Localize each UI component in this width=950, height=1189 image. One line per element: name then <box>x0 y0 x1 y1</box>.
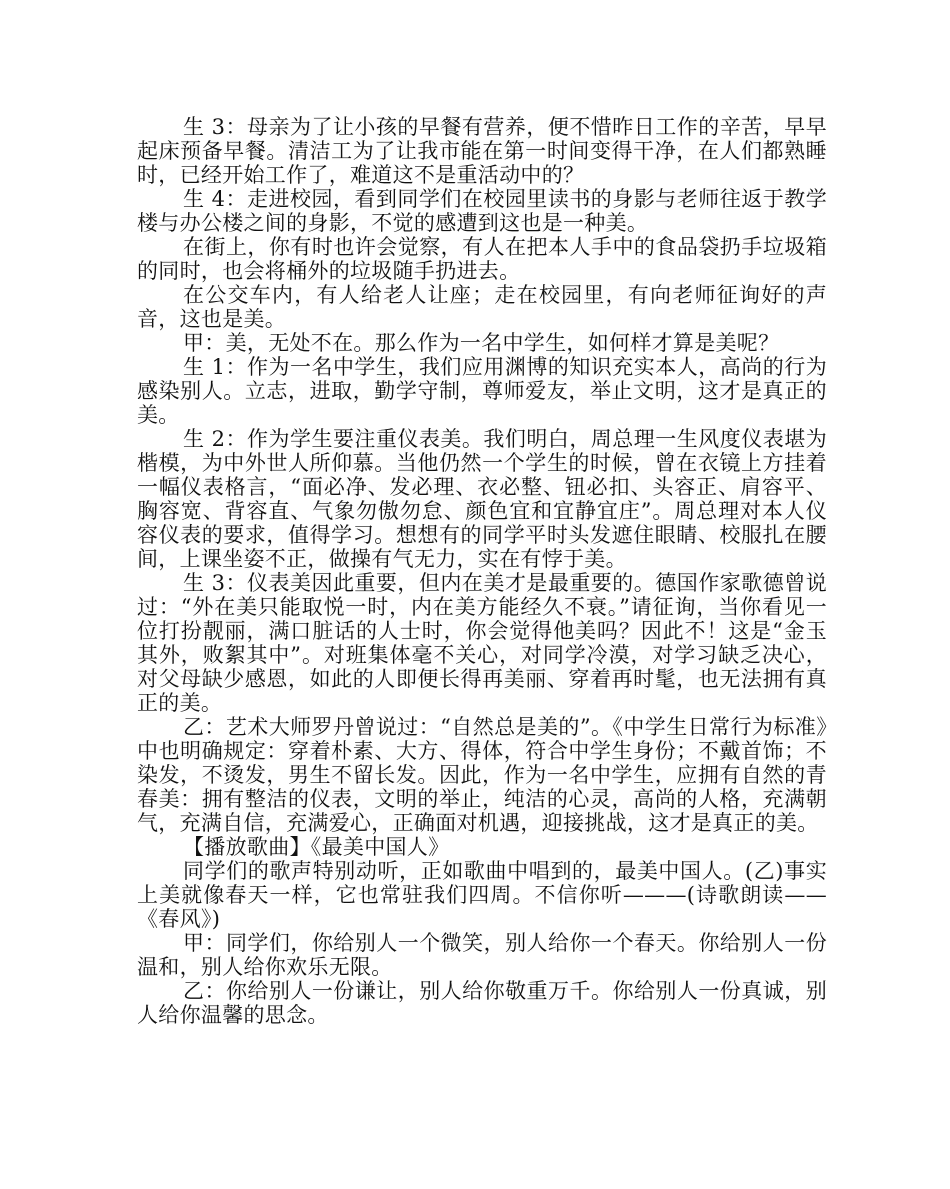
document-page <box>137 115 827 1027</box>
paragraph-jia-smile: 甲：同学们，你给别人一个微笑，别人给你一个春天。你给别人一份温和，别人给你欢乐无限。 <box>137 931 827 979</box>
paragraph-street: 在街上，你有时也许会觉察，有人在把本人手中的食品袋扔手垃圾箱的同时，也会将桶外的垃圾随手扔进去。 <box>137 235 827 283</box>
paragraph-song-spring: 同学们的歌声特别动听，正如歌曲中唱到的，最美中国人。(乙)事实上美就像春天一样，它也常驻我们四周。不信你听———(诗歌朗读——《春风》) <box>137 859 827 931</box>
paragraph-student3-inner-beauty: 生 3：仪表美因此重要，但内在美才是最重要的。德国作家歌德曾说过：“外在美只能取悦一时，内在美方能经久不衰。”请征询，当你看见一位打扮靓丽，满口脏话的人士时，你会觉得他美吗？因此不！这是“金玉其外，败絮其中”。对班集体毫不关心，对同学冷漠，对学习缺乏决心，对父母缺少感恩，如此的人即便长得再美丽、穿着再时髦，也无法拥有真正的美。 <box>137 571 827 715</box>
paragraph-yi-natural-beauty: 乙：艺术大师罗丹曾说过：“自然总是美的”。《中学生日常行为标准》中也明确规定：穿着朴素、大方、得体，符合中学生身份；不戴首饰；不染发，不烫发，男生不留长发。因此，作为一名中学生，应拥有自然的青春美：拥有整洁的仪表，文明的举止，纯洁的心灵，高尚的人格，充满朝气，充满自信，充满爱心，正确面对机遇，迎接挑战，这才是真正的美。 <box>137 715 827 835</box>
paragraph-student1-knowledge: 生 1：作为一名中学生，我们应用渊博的知识充实本人，高尚的行为感染别人。立志，进取，勤学守制，尊师爱友，举止文明，这才是真正的美。 <box>137 355 827 427</box>
paragraph-student4-campus: 生 4：走进校园，看到同学们在校园里读书的身影与老师往返于教学楼与办公楼之间的身影，不觉的感遭到这也是一种美。 <box>137 187 827 235</box>
paragraph-jia-question: 甲：美，无处不在。那么作为一名中学生，如何样才算是美呢？ <box>183 331 780 355</box>
paragraph-bus: 在公交车内，有人给老人让座；走在校园里，有向老师征询好的声音，这也是美。 <box>137 283 827 331</box>
paragraph-student3-mother: 生 3：母亲为了让小孩的早餐有营养，便不惜昨日工作的辛苦，早早起床预备早餐。清洁工为了让我市能在第一时间变得干净，在人们都熟睡时，已经开始工作了，难道这不是重活动中的？ <box>137 115 827 187</box>
paragraph-yi-modesty: 乙：你给别人一份谦让，别人给你敬重万千。你给别人一份真诚，别人给你温馨的思念。 <box>137 979 827 1027</box>
paragraph-play-song: 【播放歌曲】《最美中国人》 <box>183 835 450 859</box>
paragraph-student2-appearance: 生 2：作为学生要注重仪表美。我们明白，周总理一生风度仪表堪为楷模，为中外世人所仰慕。当他仍然一个学生的时候，曾在衣镜上方挂着一幅仪表格言，“面必净、发必理、衣必整、钮必扣、头容正、肩容平、胸容宽、背容直、气象勿傲勿怠、颜色宜和宜静宜庄”。周总理对本人仪容仪表的要求，值得学习。想想有的同学平时头发遮住眼睛、校服扎在腰间，上课坐姿不正，做操有气无力，实在有悖于美。 <box>137 427 827 571</box>
